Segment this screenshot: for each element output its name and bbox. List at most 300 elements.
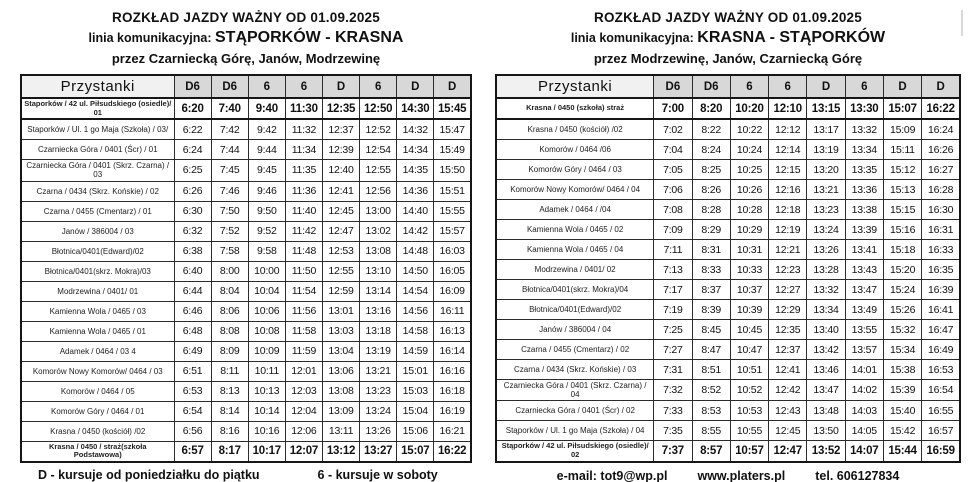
day-code-header: D <box>807 75 845 98</box>
departure-time: 8:28 <box>692 200 730 220</box>
departure-time: 16:05 <box>434 261 471 281</box>
departure-time: 7:04 <box>654 140 692 160</box>
departure-time: 15:15 <box>883 200 921 220</box>
timetable-table <box>20 74 472 463</box>
departure-time: 11:58 <box>285 321 322 341</box>
departure-time: 14:03 <box>845 401 883 421</box>
departure-time: 8:53 <box>692 401 730 421</box>
table-row <box>496 140 960 160</box>
stops-column-header: Przystanki <box>496 75 654 98</box>
via-subtitle: przez Czarniecką Górę, Janów, Modrzewinę <box>111 51 381 66</box>
table-row <box>21 181 471 201</box>
departure-time: 13:04 <box>323 341 360 361</box>
contact-phone: tel. 606127834 <box>815 468 900 482</box>
departure-time: 16:18 <box>434 381 471 401</box>
contact-email: e-mail: tot9@wp.pl <box>556 468 668 482</box>
departure-time: 15:12 <box>883 160 921 180</box>
departure-time: 10:47 <box>730 340 768 360</box>
departure-time: 13:46 <box>807 360 845 380</box>
departure-time: 16:57 <box>922 421 960 441</box>
departure-time: 15:13 <box>883 180 921 200</box>
departure-time: 14:42 <box>397 221 434 241</box>
departure-time: 13:24 <box>360 401 397 421</box>
departure-time: 13:32 <box>845 119 883 140</box>
departure-time: 6:44 <box>174 281 211 301</box>
departure-time: 10:33 <box>730 260 768 280</box>
table-row <box>496 180 960 200</box>
table-row <box>21 341 471 361</box>
departure-time: 12:14 <box>769 140 807 160</box>
table-row <box>21 381 471 401</box>
validity-title: ROZKŁAD JAZDY WAŻNY OD 01.09.2025 <box>594 10 862 25</box>
day-code-header: D6 <box>174 75 211 98</box>
departure-time: 7:58 <box>211 241 248 261</box>
departure-time: 16:21 <box>434 421 471 441</box>
scan-artifact-line <box>961 10 963 36</box>
departure-time: 6:38 <box>174 241 211 261</box>
departure-time: 13:16 <box>360 301 397 321</box>
departure-time: 14:59 <box>397 341 434 361</box>
departure-time: 13:23 <box>807 200 845 220</box>
departure-time: 12:52 <box>360 119 397 140</box>
stop-name: Czarniecka Góra / 0401 (Skrz. Czarna) / 03 <box>21 160 174 181</box>
departure-time: 10:28 <box>730 200 768 220</box>
table-row <box>496 160 960 180</box>
departure-time: 13:10 <box>360 261 397 281</box>
table-row <box>496 260 960 280</box>
day-code-header: D6 <box>692 75 730 98</box>
day-code-header: 6 <box>769 75 807 98</box>
departure-time: 7:06 <box>654 180 692 200</box>
departure-time: 12:07 <box>285 441 322 462</box>
stop-name: Krasna / 0450 (szkoła) straż <box>496 98 654 119</box>
departure-time: 12:59 <box>323 281 360 301</box>
departure-time: 13:03 <box>323 321 360 341</box>
departure-time: 12:27 <box>769 280 807 300</box>
departure-time: 12:45 <box>323 201 360 221</box>
departure-time: 11:59 <box>285 341 322 361</box>
departure-time: 15:57 <box>434 221 471 241</box>
departure-time: 10:14 <box>248 401 285 421</box>
departure-time: 10:09 <box>248 341 285 361</box>
departure-time: 12:40 <box>323 160 360 181</box>
departure-time: 7:52 <box>211 221 248 241</box>
stop-name: Czarna / 0455 (Cmentarz) / 02 <box>496 340 654 360</box>
table-row <box>21 119 471 140</box>
table-row <box>21 221 471 241</box>
day-code-header: D <box>883 75 921 98</box>
stop-name: Janów / 386004 / 04 <box>496 320 654 340</box>
departure-time: 7:02 <box>654 119 692 140</box>
departure-time: 12:47 <box>323 221 360 241</box>
stop-name: Czarna / 0434 (Skrz. Końskie) / 03 <box>496 360 654 380</box>
table-row <box>21 321 471 341</box>
stop-name: Adamek / 0464 / /04 <box>496 200 654 220</box>
departure-time: 10:37 <box>730 280 768 300</box>
via-subtitle: przez Modrzewinę, Janów, Czarniecką Górę <box>593 51 863 66</box>
departure-time: 15:20 <box>883 260 921 280</box>
stop-name: Stąporków / Ul. 1 go Maja (Szkoła) / 04 <box>496 421 654 441</box>
departure-time: 11:35 <box>285 160 322 181</box>
departure-time: 8:57 <box>692 441 730 462</box>
departure-time: 8:09 <box>211 341 248 361</box>
departure-time: 13:11 <box>323 421 360 441</box>
departure-time: 7:27 <box>654 340 692 360</box>
departure-time: 6:24 <box>174 140 211 160</box>
route-name: KRASNA - STĄPORKÓW <box>697 29 886 46</box>
stop-name: Krasna / 0450 (kościół) /02 <box>21 421 174 441</box>
departure-time: 16:11 <box>434 301 471 321</box>
departure-time: 16:13 <box>434 321 471 341</box>
line-label: linia komunikacyjna: <box>88 31 212 45</box>
departure-time: 12:42 <box>769 380 807 401</box>
departure-time: 13:30 <box>845 98 883 119</box>
departure-time: 6:25 <box>174 160 211 181</box>
departure-time: 8:26 <box>692 180 730 200</box>
departure-time: 14:40 <box>397 201 434 221</box>
departure-time: 16:49 <box>922 340 960 360</box>
table-row <box>21 201 471 221</box>
departure-time: 8:47 <box>692 340 730 360</box>
departure-time: 10:16 <box>248 421 285 441</box>
departure-time: 13:19 <box>807 140 845 160</box>
departure-time: 15:24 <box>883 280 921 300</box>
table-row <box>496 119 960 140</box>
departure-time: 13:01 <box>323 301 360 321</box>
departure-time: 16:30 <box>922 200 960 220</box>
stops-column-header: Przystanki <box>21 75 174 98</box>
departure-time: 12:41 <box>323 181 360 201</box>
departure-time: 16:39 <box>922 280 960 300</box>
departure-time: 12:16 <box>769 180 807 200</box>
departure-time: 8:17 <box>211 441 248 462</box>
departure-time: 9:46 <box>248 181 285 201</box>
line-title <box>495 29 961 47</box>
departure-time: 11:54 <box>285 281 322 301</box>
departure-time: 13:34 <box>845 140 883 160</box>
departure-time: 8:08 <box>211 321 248 341</box>
departure-time: 12:04 <box>285 401 322 421</box>
stop-name: Staporków / 42 ul. Piłsudskiego (osiedle)/ 01 <box>21 98 174 119</box>
stop-name: Krasna / 0450 / straż(szkoła Podstawowa) <box>21 441 174 462</box>
contact-website: www.platers.pl <box>697 468 786 482</box>
table-row <box>21 361 471 381</box>
departure-time: 7:44 <box>211 140 248 160</box>
departure-time: 12:41 <box>769 360 807 380</box>
stop-name: Błotnica/0401(skrz. Mokra)/04 <box>496 280 654 300</box>
stop-name: Modrzewina / 0401/ 01 <box>21 281 174 301</box>
table-row <box>496 240 960 260</box>
departure-time: 13:23 <box>360 381 397 401</box>
departure-time: 13:20 <box>807 160 845 180</box>
departure-time: 13:02 <box>360 221 397 241</box>
departure-time: 13:47 <box>807 380 845 401</box>
departure-time: 11:40 <box>285 201 322 221</box>
departure-time: 15:50 <box>434 160 471 181</box>
timetable-panel-staporkow-krasna <box>20 6 472 482</box>
departure-time: 12:03 <box>285 381 322 401</box>
departure-time: 8:55 <box>692 421 730 441</box>
line-title <box>20 29 472 47</box>
departure-time: 15:38 <box>883 360 921 380</box>
stop-name: Adamek / 0464 / 03 4 <box>21 341 174 361</box>
departure-time: 10:11 <box>248 361 285 381</box>
departure-time: 7:50 <box>211 201 248 221</box>
departure-time: 15:09 <box>883 119 921 140</box>
departure-time: 14:35 <box>397 160 434 181</box>
departure-time: 16:35 <box>922 260 960 280</box>
table-row <box>496 98 960 119</box>
departure-time: 7:00 <box>654 98 692 119</box>
table-row <box>496 300 960 320</box>
departure-time: 6:56 <box>174 421 211 441</box>
departure-time: 12:50 <box>360 98 397 119</box>
departure-time: 13:09 <box>323 401 360 421</box>
stop-name: Krasna / 0450 (kościół) /02 <box>496 119 654 140</box>
departure-time: 14:32 <box>397 119 434 140</box>
stop-name: Czarna / 0434 (Skrz. Końskie) / 02 <box>21 181 174 201</box>
departure-time: 7:37 <box>654 441 692 462</box>
departure-time: 13:35 <box>845 160 883 180</box>
departure-time: 10:55 <box>730 421 768 441</box>
table-row <box>496 441 960 462</box>
departure-time: 7:09 <box>654 220 692 240</box>
stop-name: Czarniecka Góra / 0401 (Skrz. Czarna) / 04 <box>496 380 654 401</box>
departure-time: 12:45 <box>769 421 807 441</box>
departure-time: 15:47 <box>434 119 471 140</box>
departure-time: 11:50 <box>285 261 322 281</box>
departure-time: 14:56 <box>397 301 434 321</box>
header-row <box>496 75 960 98</box>
departure-time: 16:41 <box>922 300 960 320</box>
departure-time: 13:43 <box>845 260 883 280</box>
departure-time: 7:32 <box>654 380 692 401</box>
departure-time: 13:47 <box>845 280 883 300</box>
departure-time: 16:22 <box>434 441 471 462</box>
stop-name: Komorów / 0464 /06 <box>496 140 654 160</box>
departure-time: 7:05 <box>654 160 692 180</box>
table-row <box>496 401 960 421</box>
departure-time: 6:40 <box>174 261 211 281</box>
departure-time: 16:28 <box>922 180 960 200</box>
departure-time: 13:14 <box>360 281 397 301</box>
departure-time: 14:54 <box>397 281 434 301</box>
departure-time: 15:06 <box>397 421 434 441</box>
departure-time: 12:21 <box>769 240 807 260</box>
table-row <box>21 281 471 301</box>
departure-time: 10:25 <box>730 160 768 180</box>
departure-time: 13:21 <box>807 180 845 200</box>
departure-time: 8:20 <box>692 98 730 119</box>
departure-time: 15:55 <box>434 201 471 221</box>
departure-time: 12:55 <box>323 261 360 281</box>
legend-weekdays: D - kursuje od poniedziałku do piątku <box>38 467 260 482</box>
table-row <box>21 241 471 261</box>
departure-time: 12:18 <box>769 200 807 220</box>
departure-time: 12:37 <box>323 119 360 140</box>
departure-time: 13:06 <box>323 361 360 381</box>
departure-time: 13:49 <box>845 300 883 320</box>
departure-time: 10:00 <box>248 261 285 281</box>
departure-time: 9:58 <box>248 241 285 261</box>
departure-time: 13:15 <box>807 98 845 119</box>
departure-time: 7:40 <box>211 98 248 119</box>
timetable-table <box>495 74 961 463</box>
departure-time: 14:48 <box>397 241 434 261</box>
departure-time: 16:47 <box>922 320 960 340</box>
departure-time: 13:34 <box>807 300 845 320</box>
departure-time: 6:51 <box>174 361 211 381</box>
departure-time: 10:13 <box>248 381 285 401</box>
departure-time: 8:16 <box>211 421 248 441</box>
table-row <box>496 320 960 340</box>
departure-time: 9:52 <box>248 221 285 241</box>
departure-time: 8:11 <box>211 361 248 381</box>
departure-time: 7:13 <box>654 260 692 280</box>
table-row <box>21 301 471 321</box>
departure-time: 11:34 <box>285 140 322 160</box>
stop-name: Staporków / Ul. 1 go Maja (Szkoła) / 03/ <box>21 119 174 140</box>
stop-name: Janów / 386004 / 03 <box>21 221 174 241</box>
departure-time: 15:07 <box>883 98 921 119</box>
contact-footer <box>495 469 961 482</box>
table-row <box>496 380 960 401</box>
departure-time: 16:03 <box>434 241 471 261</box>
departure-time: 12:12 <box>769 119 807 140</box>
departure-time: 16:31 <box>922 220 960 240</box>
departure-time: 15:40 <box>883 401 921 421</box>
stop-name: Modrzewina / 0401/ 02 <box>496 260 654 280</box>
departure-time: 12:19 <box>769 220 807 240</box>
departure-time: 6:46 <box>174 301 211 321</box>
departure-time: 13:41 <box>845 240 883 260</box>
departure-time: 15:34 <box>883 340 921 360</box>
departure-time: 7:45 <box>211 160 248 181</box>
departure-time: 16:59 <box>922 441 960 462</box>
departure-time: 8:39 <box>692 300 730 320</box>
departure-time: 14:30 <box>397 98 434 119</box>
departure-time: 7:33 <box>654 401 692 421</box>
departure-time: 10:17 <box>248 441 285 462</box>
table-row <box>496 340 960 360</box>
departure-time: 14:50 <box>397 261 434 281</box>
departure-time: 12:53 <box>323 241 360 261</box>
departure-time: 7:46 <box>211 181 248 201</box>
departure-time: 10:39 <box>730 300 768 320</box>
day-code-header: 6 <box>730 75 768 98</box>
departure-time: 13:21 <box>360 361 397 381</box>
departure-time: 13:38 <box>845 200 883 220</box>
departure-time: 16:54 <box>922 380 960 401</box>
departure-time: 13:18 <box>360 321 397 341</box>
day-code-header: D <box>922 75 960 98</box>
departure-time: 15:39 <box>883 380 921 401</box>
departure-time: 12:54 <box>360 140 397 160</box>
departure-time: 10:26 <box>730 180 768 200</box>
departure-time: 13:52 <box>807 441 845 462</box>
day-code-header: 6 <box>248 75 285 98</box>
departure-time: 12:29 <box>769 300 807 320</box>
stop-name: Komorów Nowy Komorów/ 0464 / 03 <box>21 361 174 381</box>
stop-name: Komorów Góry / 0464 / 01 <box>21 401 174 421</box>
departure-time: 10:57 <box>730 441 768 462</box>
departure-time: 14:07 <box>845 441 883 462</box>
table-row <box>21 261 471 281</box>
departure-time: 15:18 <box>883 240 921 260</box>
departure-time: 6:22 <box>174 119 211 140</box>
stop-name: Czarna / 0455 (Cmentarz) / 01 <box>21 201 174 221</box>
validity-title: ROZKŁAD JAZDY WAŻNY OD 01.09.2025 <box>112 10 380 25</box>
stop-name: Komorów Nowy Komorów/ 0464 / 04 <box>496 180 654 200</box>
departure-time: 7:42 <box>211 119 248 140</box>
departure-time: 9:45 <box>248 160 285 181</box>
departure-time: 13:57 <box>845 340 883 360</box>
departure-time: 10:08 <box>248 321 285 341</box>
timetable-panel-krasna-staporkow <box>495 6 961 482</box>
departure-time: 15:44 <box>883 441 921 462</box>
stop-name: Błotnica/0401(Edward)/02 <box>21 241 174 261</box>
departure-time: 12:35 <box>323 98 360 119</box>
departure-time: 7:11 <box>654 240 692 260</box>
departure-time: 12:10 <box>769 98 807 119</box>
departure-time: 10:04 <box>248 281 285 301</box>
stop-name: Komorów Góry / 0464 / 03 <box>496 160 654 180</box>
departure-time: 13:55 <box>845 320 883 340</box>
day-code-header: D6 <box>654 75 692 98</box>
departure-time: 8:24 <box>692 140 730 160</box>
departure-time: 9:44 <box>248 140 285 160</box>
departure-time: 6:30 <box>174 201 211 221</box>
departure-time: 13:50 <box>807 421 845 441</box>
departure-time: 8:51 <box>692 360 730 380</box>
departure-time: 7:35 <box>654 421 692 441</box>
departure-time: 12:39 <box>323 140 360 160</box>
table-row <box>21 421 471 441</box>
stop-name: Błotnica/0401(Edward)/02 <box>496 300 654 320</box>
departure-time: 16:09 <box>434 281 471 301</box>
departure-time: 10:51 <box>730 360 768 380</box>
departure-time: 15:42 <box>883 421 921 441</box>
day-code-header: 6 <box>360 75 397 98</box>
departure-time: 16:26 <box>922 140 960 160</box>
departure-time: 15:32 <box>883 320 921 340</box>
table-row <box>21 441 471 462</box>
header-row <box>21 75 471 98</box>
departure-time: 7:25 <box>654 320 692 340</box>
departure-time: 14:05 <box>845 421 883 441</box>
table-row <box>496 220 960 240</box>
departure-time: 13:27 <box>360 441 397 462</box>
departure-time: 16:14 <box>434 341 471 361</box>
departure-time: 11:36 <box>285 181 322 201</box>
table-row <box>496 280 960 300</box>
departure-time: 12:56 <box>360 181 397 201</box>
departure-time: 13:42 <box>807 340 845 360</box>
departure-time: 13:19 <box>360 341 397 361</box>
departure-time: 7:19 <box>654 300 692 320</box>
departure-time: 16:19 <box>434 401 471 421</box>
departure-time: 15:45 <box>434 98 471 119</box>
departure-time: 12:35 <box>769 320 807 340</box>
departure-time: 16:55 <box>922 401 960 421</box>
departure-time: 11:30 <box>285 98 322 119</box>
departure-time: 13:08 <box>360 241 397 261</box>
departure-time: 8:00 <box>211 261 248 281</box>
departure-time: 7:31 <box>654 360 692 380</box>
departure-time: 9:50 <box>248 201 285 221</box>
departure-time: 13:36 <box>845 180 883 200</box>
departure-time: 6:48 <box>174 321 211 341</box>
